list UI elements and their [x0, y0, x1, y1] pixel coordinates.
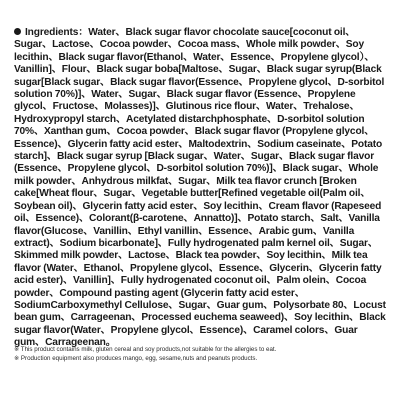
ingredient-label — [14, 27, 388, 387]
ingredients-heading: Ingredients： — [25, 27, 89, 38]
ingredients-list: Water、Black sugar flavor chocolate sauce[coconut oil、Sugar、Lactose、Cocoa powder、Cocoa mass、Whole milk powder、Soy lecithin、Black sugar flavor(Ethanol、Water、Essence、Propylene glycol）、Vanillin]、Flour、Black sugar boba[Maltose、Sugar、Black sugar syrup(Black sugar[Black sugar、Black sugar flavor(Essence、Propylene glycol、D-sorbitol solution 70%)]、Water、Sugar、Black sugar flavor (Essence、Propylene glycol、Fructose、Molasses)]、Glutinous rice flour、Water、Trehalose、Hydroxypropyl starch、Acetylated distarchphosphate、D-sorbitol solution 70%、Xanthan gum、Cocoa powder、Black sugar flavor (Propylene glycol、Essence)、Glycerin fatty acid ester、Maltodextrin、Sodium caseinate、Potato starch]、Black sugar syrup [Black sugar、Water、Sugar、Black sugar flavor (Essence、Propylene glycol、D-sorbitol solution 70%)]、Black sugar、Whole milk powder、Anhydrous milkfat、Sugar、Milk tea flavor crunch [Broken cake[Wheat flour、Sugar、Vegetable butter[Refined vegetable oil(Palm oil、Soybean oil)、Glycerin fatty acid ester、Soy lecithin、Cream flavor (Rapeseed oil、Essence)、Colorant(β-carotene、Annatto)]、Potato starch、Salt、Vanilla flavor(Glucose、Vanillin、Ethyl vanillin、Essence、Arabic gum、Vanilla extract)、Sodium bicarbonate]、Fully hydrogenated palm kernel oil、Sugar、Skimmed milk powder、Lactose、Black tea powder、Soy lecithin、Milk tea flavor (Water、Ethanol、Propylene glycol、Essence、Glycerin、Glycerin fatty acid ester)、Vanillin]、Fully hydrogenated coconut oil、Palm olein、Cocoa powder、Compound pasting agent (Glycerin fatty acid ester、SodiumCarboxymethyl Cellulose、Sugar、Guar gum、Polysorbate 80、Locust bean gum、Carrageenan、Processed euchema seaweed)、Soy lecithin、Black sugar flavor(Water、Propylene glycol、Essence)、Caramel colors、Guar gum、Carrageenan。 — [14, 27, 386, 349]
ingredients-paragraph — [14, 27, 388, 350]
equipment-note: ※ Production equipment also produces mango, egg, sesame,nuts and peanuts products. — [14, 355, 258, 362]
allergen-notes — [14, 345, 388, 363]
allergen-note: ※ This product contains milk, gluten cereal and soy products,not suitable for the allergies to eat. — [14, 346, 277, 353]
bullet-icon — [14, 28, 21, 35]
